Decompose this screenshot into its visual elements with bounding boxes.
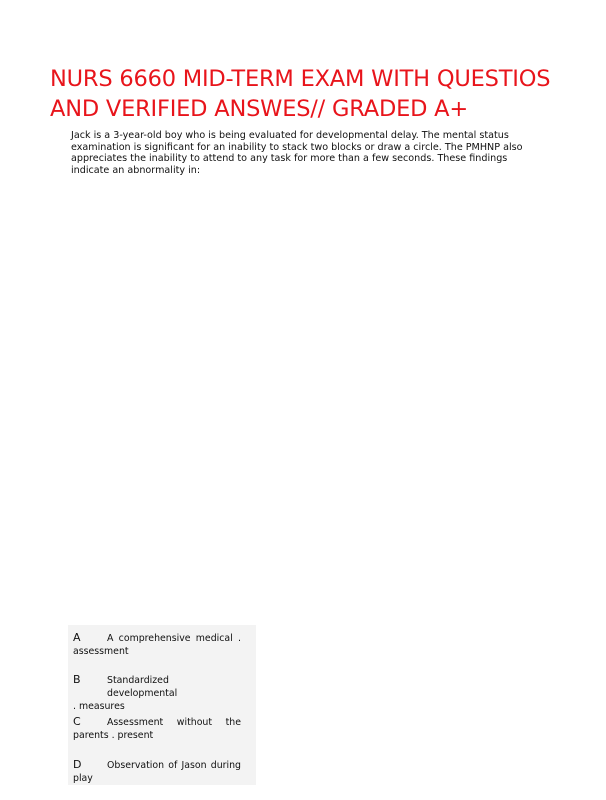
option-c[interactable] <box>73 715 241 742</box>
option-letter: A <box>73 631 81 644</box>
option-text-line1: Assessment without the <box>107 717 241 728</box>
title-line-1: NURS 6660 MID-TERM EXAM WITH QUESTIOS <box>50 66 551 92</box>
option-text-line2: play <box>73 773 93 784</box>
option-text-line1: Standardized developmental <box>107 675 178 699</box>
option-text-line2: assessment <box>73 646 129 657</box>
question-text: Jack is a 3-year-old boy who is being evaluated for developmental delay. The mental status examination is significant for an inability to stack two blocks or draw a circle. The PMHNP also appreciates the inability to attend to any task for more than a few seconds. These findings indicate an abnormality in: <box>71 130 523 176</box>
title-line-2: AND VERIFIED ANSWES// GRADED A+ <box>50 96 469 122</box>
option-text-line2: parents . present <box>73 730 154 741</box>
document-title <box>50 64 570 124</box>
answer-options <box>68 625 256 785</box>
option-d[interactable] <box>73 758 241 785</box>
option-letter: D <box>73 758 82 771</box>
option-b[interactable] <box>73 673 241 713</box>
option-letter: C <box>73 715 81 728</box>
option-a[interactable] <box>73 631 241 658</box>
option-letter: B <box>73 673 81 686</box>
option-text-line2: . measures <box>73 701 125 712</box>
option-text-line1: Observation of Jason during <box>107 760 241 771</box>
option-text-line1: A comprehensive medical . <box>107 633 241 644</box>
